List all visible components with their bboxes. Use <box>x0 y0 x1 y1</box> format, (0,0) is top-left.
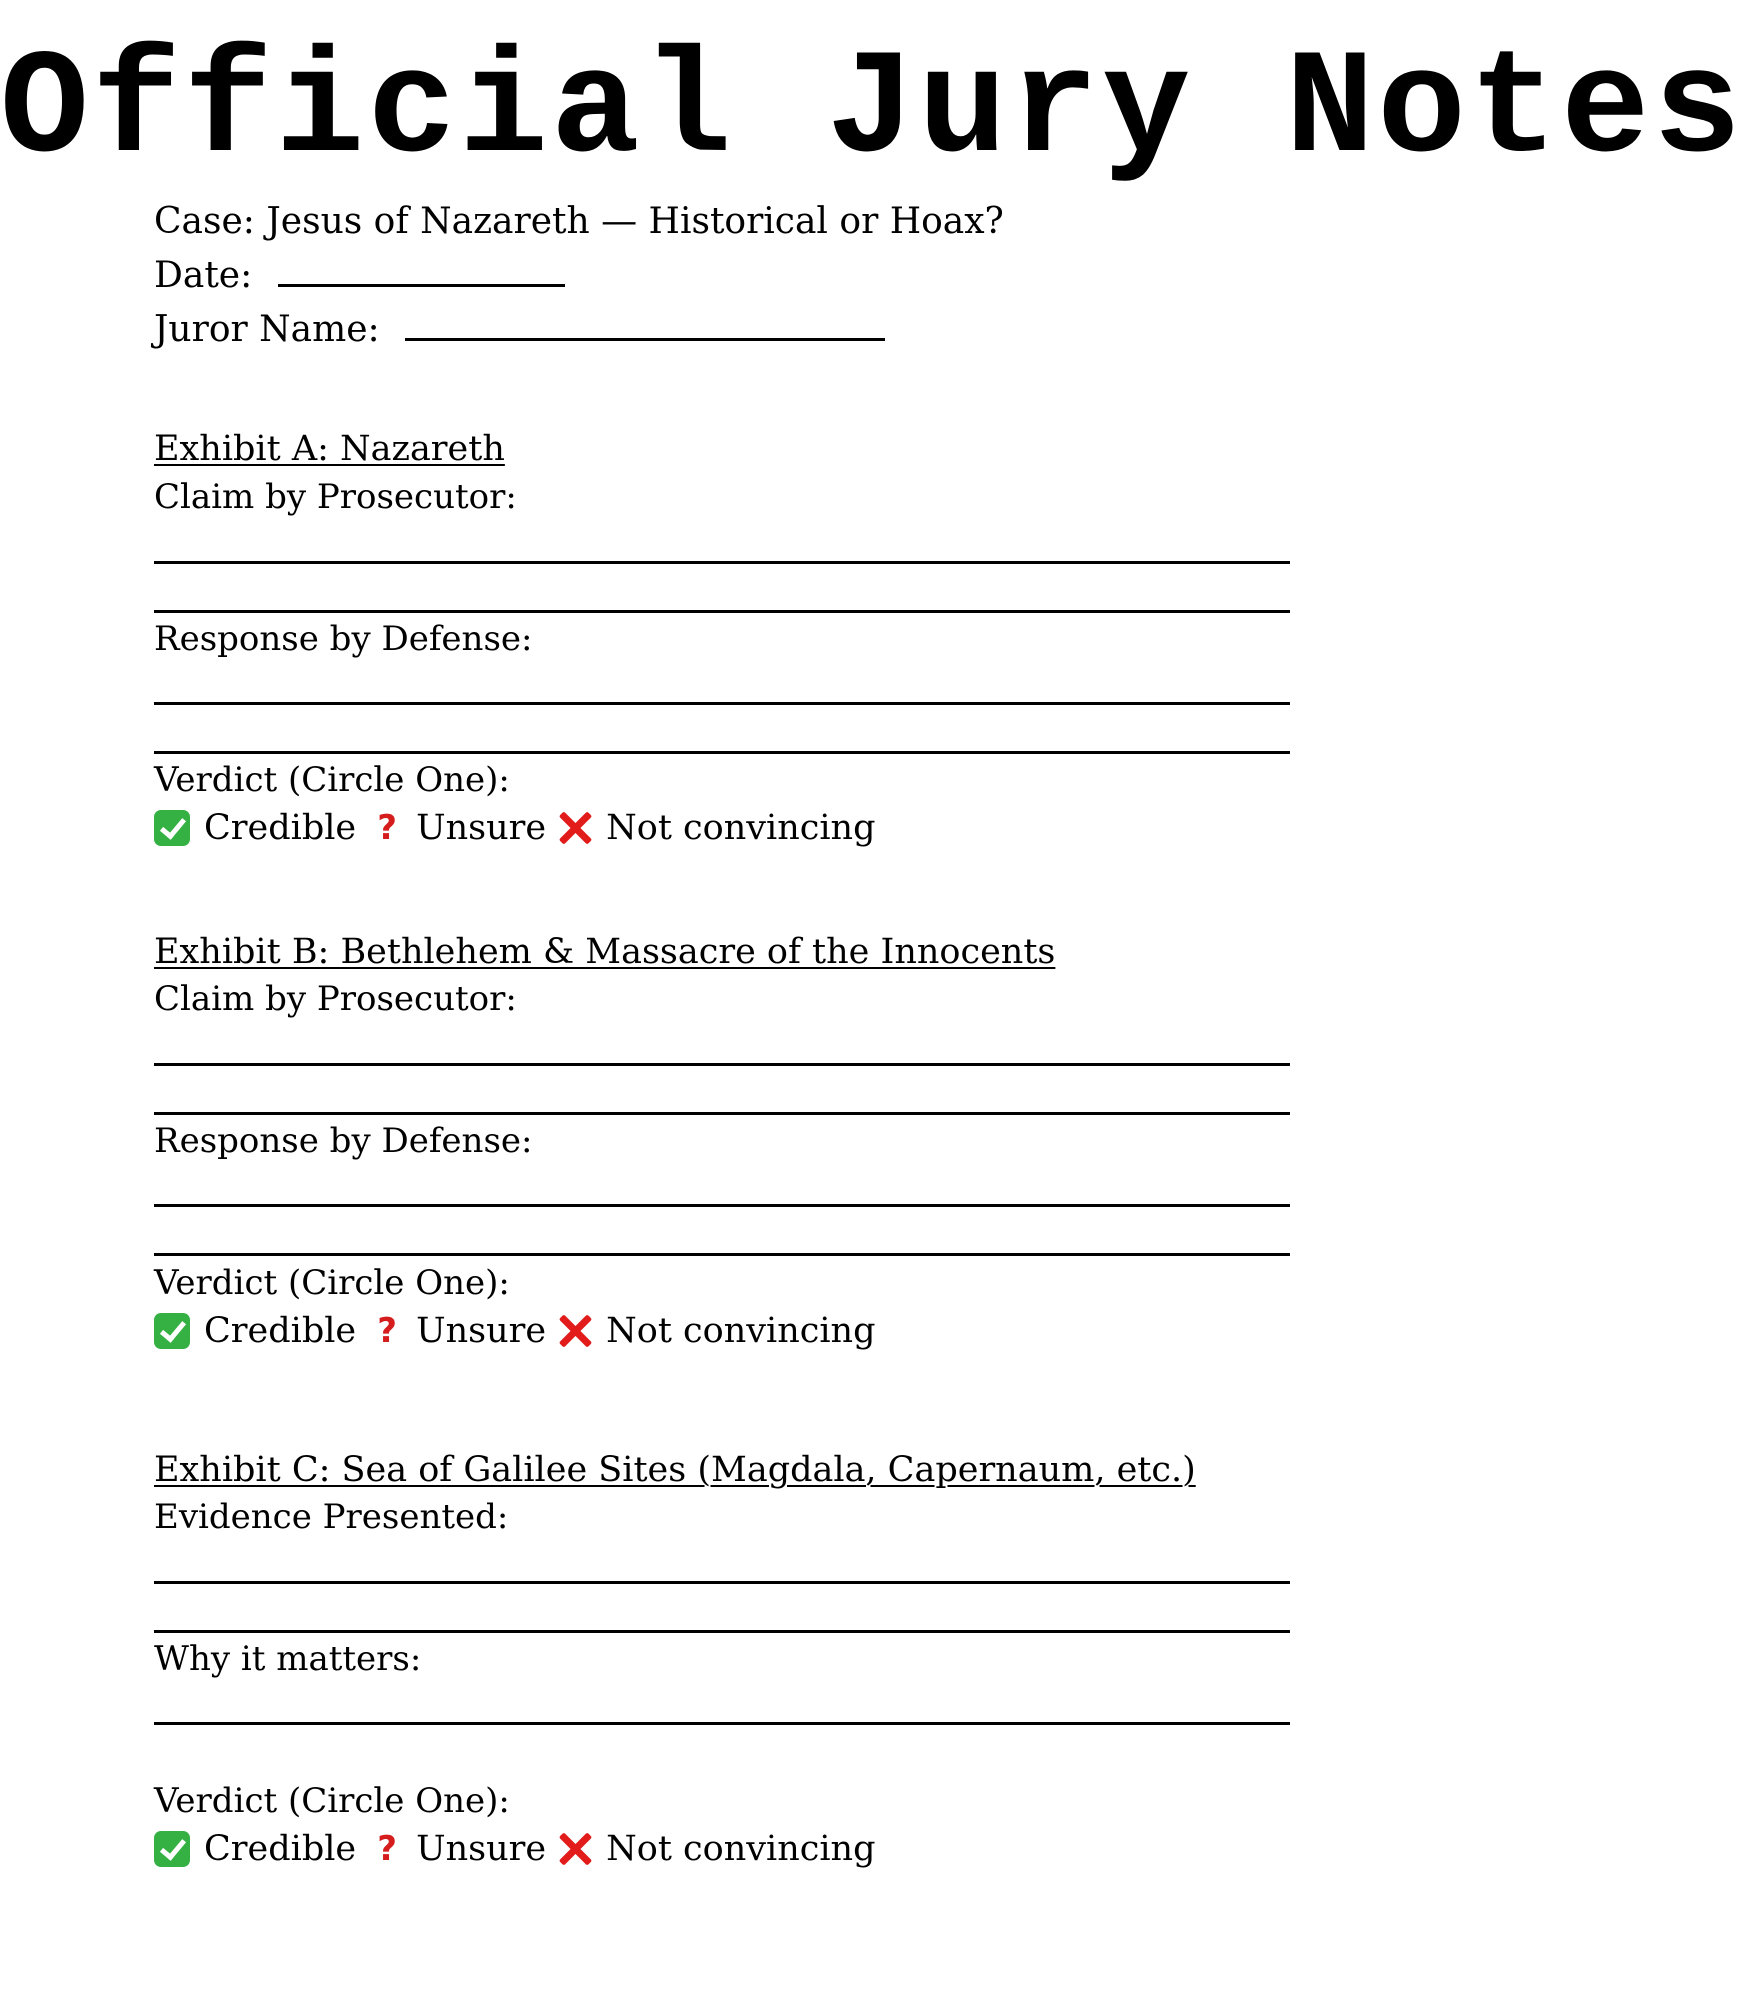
exhibit-a-defense-label: Response by Defense: <box>154 619 533 659</box>
exhibit-b-heading: Exhibit B: Bethlehem & Massacre of the Innocents <box>154 932 1056 972</box>
red-question-mark-icon: ? <box>377 1311 397 1351</box>
exhibit-c-why-line-1[interactable] <box>154 1722 1290 1725</box>
date-label: Date: <box>154 255 253 296</box>
red-x-icon <box>558 811 592 845</box>
date-blank[interactable] <box>278 280 565 287</box>
juror-name-blank[interactable] <box>405 334 885 341</box>
exhibit-c-heading: Exhibit C: Sea of Galilee Sites (Magdala, Capernaum, etc.) <box>154 1450 1196 1490</box>
green-checkmark-icon <box>154 1831 190 1867</box>
exhibit-a-defense-line-2[interactable] <box>154 751 1290 754</box>
exhibit-c-evidence-line-1[interactable] <box>154 1581 1290 1584</box>
verdict-not-convincing[interactable]: Not convincing <box>606 1828 876 1869</box>
exhibit-c-verdict-label: Verdict (Circle One): <box>154 1781 510 1821</box>
juror-name-row <box>154 309 885 350</box>
red-x-icon <box>558 1832 592 1866</box>
red-x-icon <box>558 1314 592 1348</box>
red-question-mark-icon: ? <box>377 1829 397 1869</box>
verdict-credible[interactable]: Credible <box>204 807 357 848</box>
exhibit-b-prosecutor-label: Claim by Prosecutor: <box>154 979 517 1019</box>
exhibit-b-prosecutor-line-2[interactable] <box>154 1112 1290 1115</box>
page-title: Official Jury Notes <box>0 28 1744 195</box>
exhibit-c-why-label: Why it matters: <box>154 1639 422 1679</box>
verdict-unsure[interactable]: Unsure <box>416 1310 547 1351</box>
exhibit-b-verdict-label: Verdict (Circle One): <box>154 1263 510 1303</box>
exhibit-a-verdict-options <box>154 807 876 848</box>
exhibit-c-evidence-label: Evidence Presented: <box>154 1497 509 1537</box>
verdict-not-convincing[interactable]: Not convincing <box>606 1310 876 1351</box>
exhibit-b-defense-line-1[interactable] <box>154 1204 1290 1207</box>
exhibit-b-prosecutor-line-1[interactable] <box>154 1063 1290 1066</box>
green-checkmark-icon <box>154 810 190 846</box>
verdict-not-convincing[interactable]: Not convincing <box>606 807 876 848</box>
juror-name-label: Juror Name: <box>154 309 380 350</box>
exhibit-c-evidence-line-2[interactable] <box>154 1630 1290 1633</box>
verdict-credible[interactable]: Credible <box>204 1310 357 1351</box>
case-line: Case: Jesus of Nazareth — Historical or Hoax? <box>154 201 1004 242</box>
exhibit-b-defense-line-2[interactable] <box>154 1253 1290 1256</box>
exhibit-b-verdict-options <box>154 1310 876 1351</box>
red-question-mark-icon: ? <box>377 808 397 848</box>
verdict-unsure[interactable]: Unsure <box>416 807 547 848</box>
exhibit-a-prosecutor-line-1[interactable] <box>154 561 1290 564</box>
exhibit-a-verdict-label: Verdict (Circle One): <box>154 760 510 800</box>
exhibit-b-defense-label: Response by Defense: <box>154 1121 533 1161</box>
exhibit-a-prosecutor-line-2[interactable] <box>154 610 1290 613</box>
verdict-unsure[interactable]: Unsure <box>416 1828 547 1869</box>
green-checkmark-icon <box>154 1313 190 1349</box>
exhibit-a-defense-line-1[interactable] <box>154 702 1290 705</box>
exhibit-a-prosecutor-label: Claim by Prosecutor: <box>154 477 517 517</box>
exhibit-c-verdict-options <box>154 1828 876 1869</box>
date-row <box>154 255 565 296</box>
exhibit-a-heading: Exhibit A: Nazareth <box>154 429 505 469</box>
verdict-credible[interactable]: Credible <box>204 1828 357 1869</box>
